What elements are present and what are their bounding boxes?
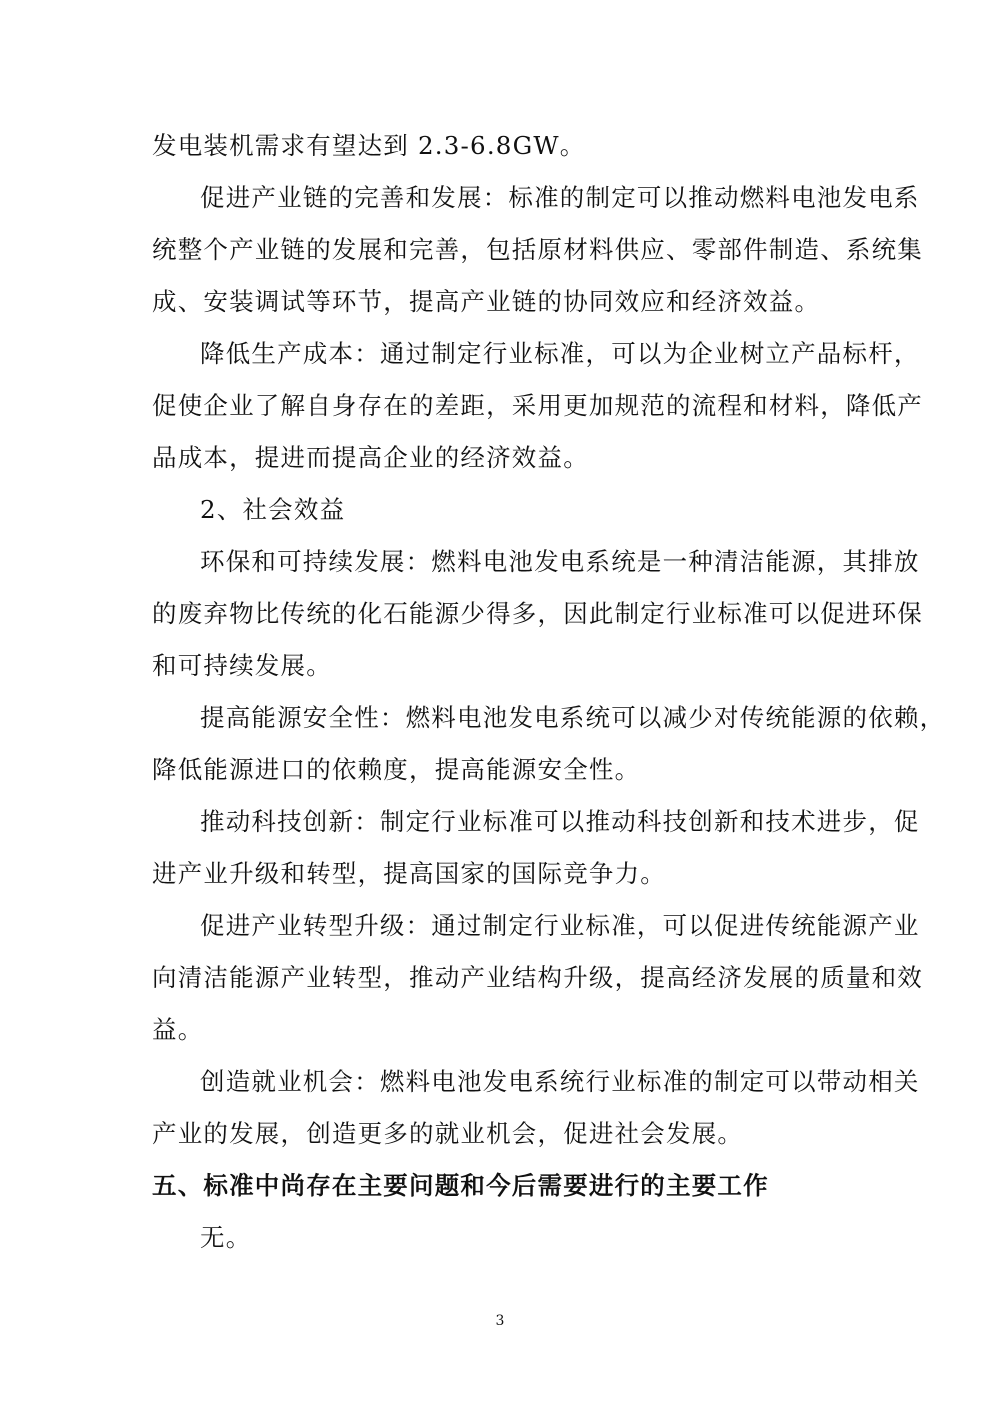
paragraph-5-line-1: 推动科技创新：制定行业标准可以推动科技创新和技术进步，促 [200,807,920,836]
paragraph-7-line-2: 产业的发展，创造更多的就业机会，促进社会发展。 [152,1119,744,1148]
paragraph-5-line-2: 进产业升级和转型，提高国家的国际竞争力。 [152,859,666,888]
page-number: 3 [495,1313,505,1329]
section-heading-5: 五、标准中尚存在主要问题和今后需要进行的主要工作 [152,1171,769,1200]
paragraph-1-line-1: 促进产业链的完善和发展：标准的制定可以推动燃料电池发电系 [200,183,920,212]
paragraph-7-line-1: 创造就业机会：燃料电池发电系统行业标准的制定可以带动相关 [200,1067,920,1096]
paragraph-3-line-1: 环保和可持续发展：燃料电池发电系统是一种清洁能源，其排放 [200,547,920,576]
section-5-body: 无。 [200,1223,252,1252]
paragraph-3-line-2: 的废弃物比传统的化石能源少得多，因此制定行业标准可以促进环保 [152,599,923,628]
text-line-1: 发电装机需求有望达到 2.3-6.8GW。 [152,131,586,160]
paragraph-4-line-2: 降低能源进口的依赖度，提高能源安全性。 [152,755,641,784]
paragraph-3-line-3: 和可持续发展。 [152,651,332,680]
paragraph-1-line-3: 成、安装调试等环节，提高产业链的协同效应和经济效益。 [152,287,821,316]
paragraph-6-line-1: 促进产业转型升级：通过制定行业标准，可以促进传统能源产业 [200,911,920,940]
subheading-social-benefits: 2、社会效益 [200,495,346,524]
paragraph-4-line-1: 提高能源安全性：燃料电池发电系统可以减少对传统能源的依赖， [200,703,946,732]
paragraph-6-line-2: 向清洁能源产业转型，推动产业结构升级，提高经济发展的质量和效 [152,963,923,992]
paragraph-2-line-3: 品成本，提进而提高企业的经济效益。 [152,443,589,472]
paragraph-2-line-2: 促使企业了解自身存在的差距，采用更加规范的流程和材料，降低产 [152,391,923,420]
paragraph-6-line-3: 益。 [152,1015,204,1044]
paragraph-1-line-2: 统整个产业链的发展和完善，包括原材料供应、零部件制造、系统集 [152,235,923,264]
paragraph-2-line-1: 降低生产成本：通过制定行业标准，可以为企业树立产品标杆， [200,339,920,368]
